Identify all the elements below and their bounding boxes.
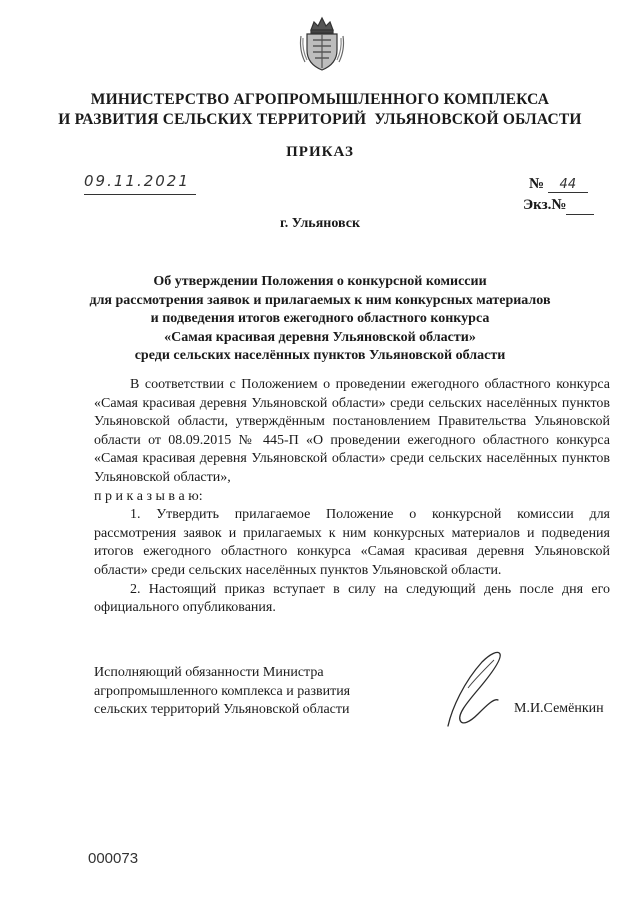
ministry-name-line1: МИНИСТЕРСТВО АГРОПРОМЫШЛЕННОГО КОМПЛЕКСА	[90, 91, 550, 108]
subject-line4: «Самая красивая деревня Ульяновской области»	[164, 329, 476, 345]
order-title: ПРИКАЗ	[286, 144, 354, 160]
signer-position-line3: сельских территорий Ульяновской области	[94, 702, 350, 718]
order-word: п р и к а з ы в а ю:	[94, 488, 203, 504]
signer-name: М.И.Семёнкин	[514, 701, 604, 716]
order-item-1: 1. Утвердить прилагаемое Положение о конкурсной комиссии для рассмотрения заявок и прилагаемых к ним конкурсных материалов и подведения итогов ежегодного областного конкурса «Самая красивая деревня Ульяновской области» среди сельских населённых пунктов Ульяновской области.	[94, 507, 610, 578]
order-date: 09.11.2021	[84, 172, 196, 195]
signer-position-line2: агропромышленного комплекса и развития	[94, 683, 351, 699]
preamble-paragraph: В соответствии с Положением о проведении ежегодного областного конкурса «Самая красивая деревня Ульяновской области» среди сельских населённых пунктов Ульяновской области, утверждённым постановлением Правительства Ульяновской области от 08.09.2015 № 445-П «О проведении ежегодного областного конкурса «Самая красивая деревня Ульяновской области» среди сельских населённых пунктов Ульяновской области»,	[94, 377, 610, 485]
order-number-label: №	[529, 176, 545, 192]
city: г. Ульяновск	[279, 216, 361, 231]
ministry-name	[40, 90, 600, 130]
order-number	[529, 176, 588, 193]
document-serial-number: 000073	[88, 850, 139, 867]
copy-number-blank	[566, 197, 594, 215]
copy-number-label: Экз.№	[523, 197, 567, 213]
subject-line2: для рассмотрения заявок и прилагаемых к ним конкурсных материалов	[89, 292, 551, 308]
order-item-2: 2. Настоящий приказ вступает в силу на следующий день после дня его официального опубликования.	[94, 581, 610, 616]
copy-number	[523, 197, 594, 215]
handwritten-signature	[438, 648, 510, 738]
ministry-name-line2: И РАЗВИТИЯ СЕЛЬСКИХ ТЕРРИТОРИЙ УЛЬЯНОВСКОЙ ОБЛАСТИ	[58, 111, 582, 128]
subject-line5: среди сельских населённых пунктов Ульяновской области	[134, 348, 506, 363]
order-number-value: 44	[548, 177, 588, 193]
subject-line3: и подведения итогов ежегодного областного конкурса	[150, 311, 490, 326]
coat-of-arms-icon	[297, 14, 347, 74]
signer-position	[94, 664, 350, 720]
order-body	[94, 376, 610, 618]
order-subject	[60, 273, 580, 366]
signer-position-line1: Исполняющий обязанности Министра	[94, 665, 324, 680]
subject-line1: Об утверждении Положения о конкурсной комиссии	[153, 274, 487, 289]
